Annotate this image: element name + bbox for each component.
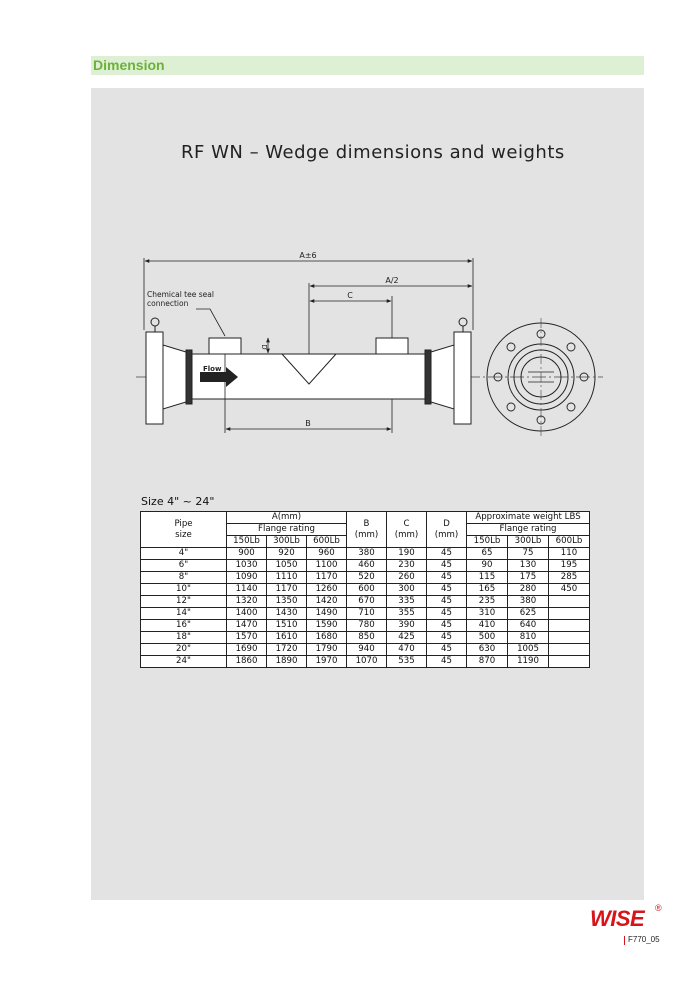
header-weight-150: 150Lb	[467, 536, 508, 548]
table-cell: 500	[467, 632, 508, 644]
table-cell: 1570	[227, 632, 267, 644]
table-cell: 870	[467, 656, 508, 668]
table-cell: 300	[387, 584, 427, 596]
registered-mark: ®	[655, 903, 662, 913]
table-cell: 450	[549, 584, 590, 596]
table-cell: 1140	[227, 584, 267, 596]
table-cell: 470	[387, 644, 427, 656]
table-cell: 110	[549, 548, 590, 560]
table-row	[141, 596, 590, 608]
header-weight-300: 300Lb	[508, 536, 549, 548]
table-row	[141, 548, 590, 560]
meter-body	[146, 318, 471, 424]
header-c-line1: C	[403, 518, 410, 529]
header-c	[387, 512, 427, 548]
table-cell: 625	[508, 608, 549, 620]
table-cell: 1720	[267, 644, 307, 656]
table-row	[141, 620, 590, 632]
table-cell: 390	[387, 620, 427, 632]
table-cell: 45	[427, 620, 467, 632]
table-cell: 190	[387, 548, 427, 560]
table-cell: 20"	[141, 644, 227, 656]
header-rating-600: 600Lb	[307, 536, 347, 548]
table-cell: 535	[387, 656, 427, 668]
table-cell: 1170	[267, 584, 307, 596]
table-cell: 1100	[307, 560, 347, 572]
table-cell: 960	[307, 548, 347, 560]
table-cell: 520	[347, 572, 387, 584]
table-cell: 850	[347, 632, 387, 644]
table-cell: 45	[427, 644, 467, 656]
table-cell: 45	[427, 632, 467, 644]
table-cell: 1860	[227, 656, 267, 668]
flow-label: Flow	[203, 365, 222, 373]
table-cell	[549, 644, 590, 656]
callout-leader	[196, 309, 225, 336]
table-cell: 780	[347, 620, 387, 632]
table-cell: 425	[387, 632, 427, 644]
table-cell: 355	[387, 608, 427, 620]
table-cell: 1090	[227, 572, 267, 584]
header-rating-150: 150Lb	[227, 536, 267, 548]
callout-line-1: Chemical tee seal	[147, 290, 214, 299]
drawing-title: RF WN – Wedge dimensions and weights	[181, 142, 565, 163]
table-cell: 4"	[141, 548, 227, 560]
header-b	[347, 512, 387, 548]
table-cell: 1170	[307, 572, 347, 584]
table-cell: 24"	[141, 656, 227, 668]
table-cell: 6"	[141, 560, 227, 572]
table-cell: 130	[508, 560, 549, 572]
header-rating-300: 300Lb	[267, 536, 307, 548]
table-cell: 45	[427, 608, 467, 620]
table-cell: 940	[347, 644, 387, 656]
table-cell: 1260	[307, 584, 347, 596]
dimension-b-label: B	[305, 419, 311, 428]
table-cell: 1050	[267, 560, 307, 572]
table-cell: 1790	[307, 644, 347, 656]
table-cell: 1190	[508, 656, 549, 668]
header-d	[427, 512, 467, 548]
callout-line-2: connection	[147, 299, 189, 308]
table-row	[141, 632, 590, 644]
table-cell: 14"	[141, 608, 227, 620]
table-cell: 1070	[347, 656, 387, 668]
code-divider	[624, 936, 625, 945]
table-row	[141, 560, 590, 572]
table-cell: 310	[467, 608, 508, 620]
header-d-line1: D	[443, 518, 450, 529]
table-cell: 45	[427, 572, 467, 584]
header-b-line1: B	[363, 518, 370, 529]
table-cell: 1110	[267, 572, 307, 584]
table-cell: 920	[267, 548, 307, 560]
table-cell: 1490	[307, 608, 347, 620]
table-cell: 710	[347, 608, 387, 620]
table-cell: 1005	[508, 644, 549, 656]
table-cell: 1470	[227, 620, 267, 632]
table-cell: 630	[467, 644, 508, 656]
table-row	[141, 572, 590, 584]
table-cell: 45	[427, 656, 467, 668]
table-cell	[549, 608, 590, 620]
header-pipe-size	[141, 512, 227, 548]
table-row	[141, 608, 590, 620]
header-c-line2: (mm)	[394, 529, 419, 540]
table-cell: 115	[467, 572, 508, 584]
table-cell: 410	[467, 620, 508, 632]
table-cell: 1420	[307, 596, 347, 608]
table-cell: 1680	[307, 632, 347, 644]
table-cell: 45	[427, 596, 467, 608]
table-cell: 810	[508, 632, 549, 644]
table-cell: 1030	[227, 560, 267, 572]
table-cell	[549, 632, 590, 644]
table-cell: 460	[347, 560, 387, 572]
table-cell: 235	[467, 596, 508, 608]
table-cell: 175	[508, 572, 549, 584]
header-weight: Approximate weight LBS	[467, 512, 590, 524]
table-cell: 900	[227, 548, 267, 560]
table-cell: 45	[427, 548, 467, 560]
table-cell	[549, 656, 590, 668]
table-cell: 1610	[267, 632, 307, 644]
table-cell: 90	[467, 560, 508, 572]
table-cell: 380	[508, 596, 549, 608]
table-cell: 1690	[227, 644, 267, 656]
table-cell: 1320	[227, 596, 267, 608]
table-cell: 1970	[307, 656, 347, 668]
table-cell: 1350	[267, 596, 307, 608]
table-cell: 1890	[267, 656, 307, 668]
table-cell: 1430	[267, 608, 307, 620]
table-cell	[549, 620, 590, 632]
table-cell: 10"	[141, 584, 227, 596]
header-flange-rating-a: Flange rating	[227, 524, 347, 536]
header-pipe-size-line1: Pipe	[174, 518, 193, 529]
dimension-table	[140, 511, 590, 668]
table-cell: 165	[467, 584, 508, 596]
table-cell: 335	[387, 596, 427, 608]
brand-logo: WISE	[590, 906, 645, 931]
header-d-line2: (mm)	[434, 529, 459, 540]
header-a: A(mm)	[227, 512, 347, 524]
table-cell: 285	[549, 572, 590, 584]
header-flange-rating-weight: Flange rating	[467, 524, 590, 536]
table-row	[141, 644, 590, 656]
table-cell: 45	[427, 560, 467, 572]
table-cell: 45	[427, 584, 467, 596]
table-row	[141, 584, 590, 596]
table-cell: 12"	[141, 596, 227, 608]
table-row	[141, 656, 590, 668]
table-cell: 16"	[141, 620, 227, 632]
dimension-a-half-label: A/2	[385, 276, 399, 285]
size-range-label: Size 4" ~ 24"	[141, 495, 215, 508]
flange-end-view	[487, 318, 595, 437]
table-cell	[549, 596, 590, 608]
dimension-d-label: D	[260, 344, 268, 350]
table-cell: 280	[508, 584, 549, 596]
header-pipe-size-line2: size	[175, 529, 192, 540]
table-body	[141, 548, 590, 668]
table-cell: 1590	[307, 620, 347, 632]
table-cell: 380	[347, 548, 387, 560]
dimension-a-label: A±6	[299, 251, 317, 260]
table-cell: 65	[467, 548, 508, 560]
table-cell: 18"	[141, 632, 227, 644]
table-cell: 600	[347, 584, 387, 596]
table-cell: 260	[387, 572, 427, 584]
table-cell: 640	[508, 620, 549, 632]
section-title: Dimension	[93, 57, 165, 73]
table-cell: 195	[549, 560, 590, 572]
table-cell: 75	[508, 548, 549, 560]
header-b-line2: (mm)	[354, 529, 379, 540]
table-cell: 1510	[267, 620, 307, 632]
dimension-c	[310, 296, 392, 338]
table-cell: 670	[347, 596, 387, 608]
table-cell: 230	[387, 560, 427, 572]
dimension-c-label: C	[347, 291, 353, 300]
table-cell: 8"	[141, 572, 227, 584]
document-code: F770_05	[628, 935, 660, 944]
table-cell: 1400	[227, 608, 267, 620]
header-weight-600: 600Lb	[549, 536, 590, 548]
